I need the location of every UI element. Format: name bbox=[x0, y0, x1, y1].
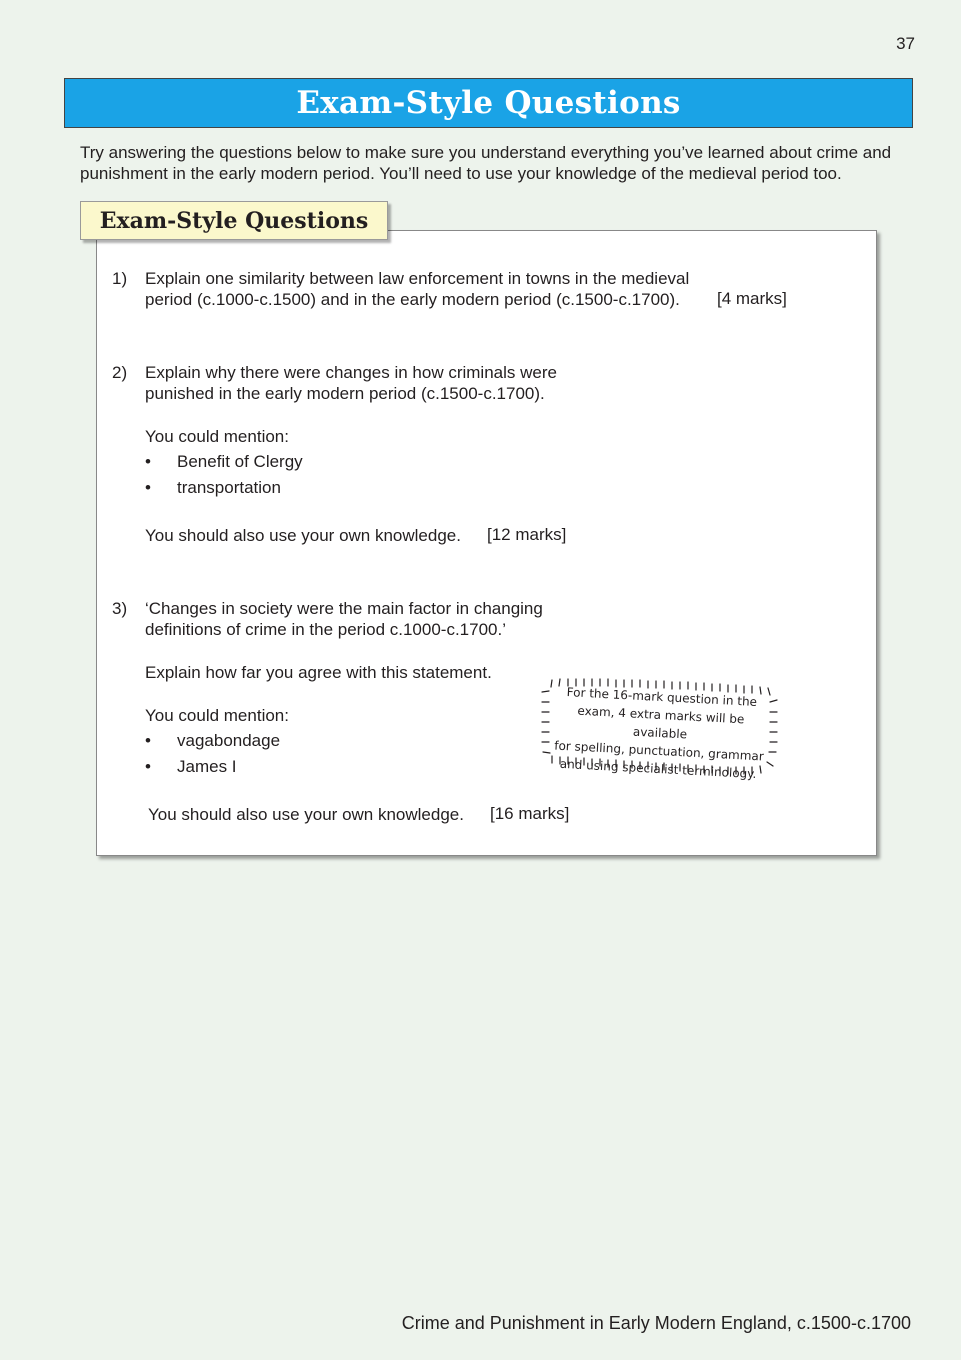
mention-label: You could mention: bbox=[145, 427, 289, 446]
intro-line: Try answering the questions below to make sure you understand everything you’ve learned about crime and bbox=[80, 143, 892, 162]
intro-line: punishment in the early modern period. You’ll need to use your knowledge of the medieval period too. bbox=[80, 164, 842, 183]
question-text-line: punished in the early modern period (c.1500-c.1700). bbox=[145, 384, 545, 403]
bullet-icon: • bbox=[145, 731, 151, 750]
note-text: For the 16-mark question in the exam, 4 extra marks will be available for spelling, punctuation, grammar and using specialist terminology. bbox=[553, 685, 765, 782]
questions-tab bbox=[80, 201, 388, 240]
closing-text: You should also use your own knowledge. bbox=[145, 526, 461, 545]
list-item-text: transportation bbox=[177, 478, 281, 497]
question-2 bbox=[112, 362, 812, 406]
tip-note bbox=[540, 678, 780, 782]
page-footer: Crime and Punishment in Early Modern England, c.1500-c.1700 bbox=[401, 1313, 911, 1333]
question-number: 3) bbox=[112, 599, 128, 618]
question-text-line: ‘Changes in society were the main factor in changing bbox=[145, 599, 543, 618]
list-item-text: James I bbox=[177, 757, 237, 776]
title-banner bbox=[64, 78, 913, 128]
marks-label: [16 marks] bbox=[490, 804, 570, 823]
bullet-icon: • bbox=[145, 452, 151, 471]
question-text-line: Explain one similarity between law enforcement in towns in the medieval bbox=[145, 269, 690, 288]
marks-label: [4 marks] bbox=[717, 289, 787, 308]
intro-text bbox=[80, 142, 920, 184]
question-3 bbox=[112, 598, 812, 642]
bullet-icon: • bbox=[145, 478, 151, 497]
question-1 bbox=[112, 268, 812, 312]
instruction-text: Explain how far you agree with this statement. bbox=[145, 663, 492, 682]
question-text-line: period (c.1000-c.1500) and in the early modern period (c.1500-c.1700). bbox=[145, 290, 680, 309]
question-number: 1) bbox=[112, 269, 128, 288]
mention-label: You could mention: bbox=[145, 706, 289, 725]
bullet-icon: • bbox=[145, 757, 151, 776]
list-item-text: vagabondage bbox=[177, 731, 281, 750]
marks-label: [12 marks] bbox=[487, 525, 567, 544]
question-text-line: definitions of crime in the period c.1000-c.1700.’ bbox=[145, 620, 506, 639]
closing-text: You should also use your own knowledge. bbox=[148, 805, 464, 824]
question-number: 2) bbox=[112, 363, 128, 382]
question-text-line: Explain why there were changes in how criminals were bbox=[145, 363, 557, 382]
list-item-text: Benefit of Clergy bbox=[177, 452, 303, 471]
page-title: Exam-Style Questions bbox=[296, 85, 681, 121]
questions-tab-label: Exam-Style Questions bbox=[99, 207, 369, 234]
page-number: 37 bbox=[896, 34, 915, 53]
